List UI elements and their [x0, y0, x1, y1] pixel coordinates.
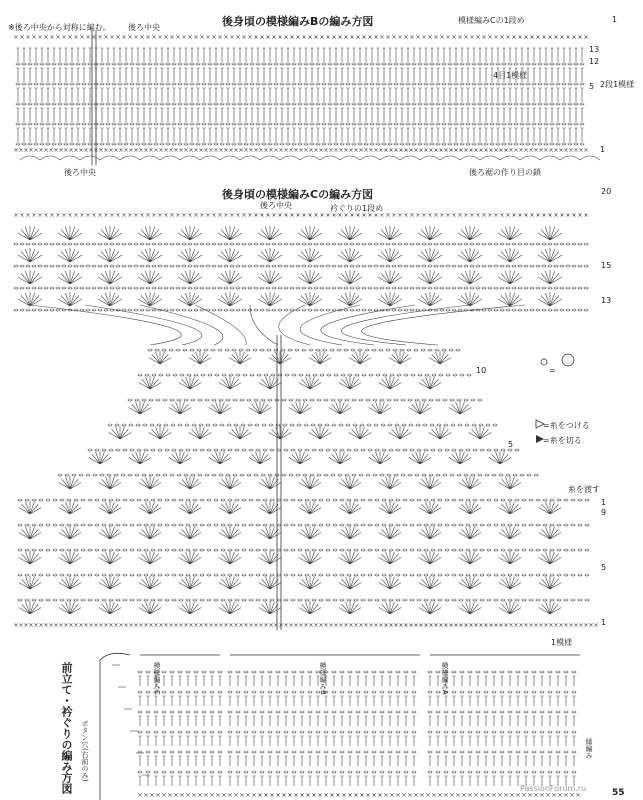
pattern-c-first-row-label: 模様編みCの1段め: [458, 16, 525, 25]
legend-attach-yarn: =糸をつける: [543, 421, 590, 430]
front-band-chart: [100, 653, 580, 800]
pattern-b-title: 後身頃の模様編みBの編み方図: [222, 15, 374, 28]
edging-label: 縁編み: [585, 738, 593, 759]
row-number-c-13: 13: [601, 296, 612, 305]
back-center-label-bottom: 後ろ中央: [64, 168, 96, 177]
symmetry-note: ※後ろ中央から対称に編む。: [8, 23, 111, 32]
row-number-c-1a: 1: [601, 498, 607, 507]
four-stitch-repeat-label: 4目1模様: [493, 71, 528, 80]
row-number-c-5b: 5: [601, 563, 607, 572]
watermark: PassionForum.ru: [520, 784, 587, 793]
legend-equal: =: [549, 366, 556, 375]
pass-yarn-label: 糸を渡す: [568, 485, 600, 494]
page-number: 55: [612, 788, 625, 798]
pattern-c-section-label: 模様編みC: [153, 662, 161, 695]
buttonhole-label: ボタン穴(右前のみ): [81, 720, 89, 782]
row-number-b-13: 13: [589, 45, 600, 54]
row-number-b-5: 5: [589, 82, 595, 91]
pattern-b-chart: [15, 30, 601, 165]
row-number-b-1: 1: [600, 145, 606, 154]
starting-chain-label: 後ろ裾の作り目の鎖: [469, 168, 541, 177]
front-band-title: 前立て・衿ぐりの編み方図: [60, 662, 73, 794]
pattern-c-chart: [14, 214, 598, 631]
row-number-c-5a: 5: [508, 440, 514, 449]
pattern-a-section-label: 模様編みA: [441, 662, 449, 695]
pattern-b-section-label: 模様編みB: [319, 662, 327, 695]
back-center-label-c: 後ろ中央: [260, 201, 292, 210]
pattern-c-title: 後身頃の模様編みCの編み方図: [222, 188, 374, 201]
row-number-c-10: 10: [476, 366, 487, 375]
collar-first-row-label: 衿ぐりの1段め: [330, 204, 384, 213]
row-number-b-top: 1: [612, 15, 618, 24]
row-number-c-15: 15: [601, 261, 612, 270]
one-repeat-label: 1模様: [551, 638, 573, 647]
row-number-c-20: 20: [601, 187, 612, 196]
two-row-repeat-label: 2段1模様: [600, 80, 635, 89]
row-number-c-1b: 1: [601, 618, 607, 627]
row-number-b-12: 12: [589, 57, 600, 66]
back-center-label-top: 後ろ中央: [128, 23, 160, 32]
legend-cut-yarn: =糸を切る: [543, 436, 582, 445]
row-number-c-9: 9: [601, 508, 607, 517]
